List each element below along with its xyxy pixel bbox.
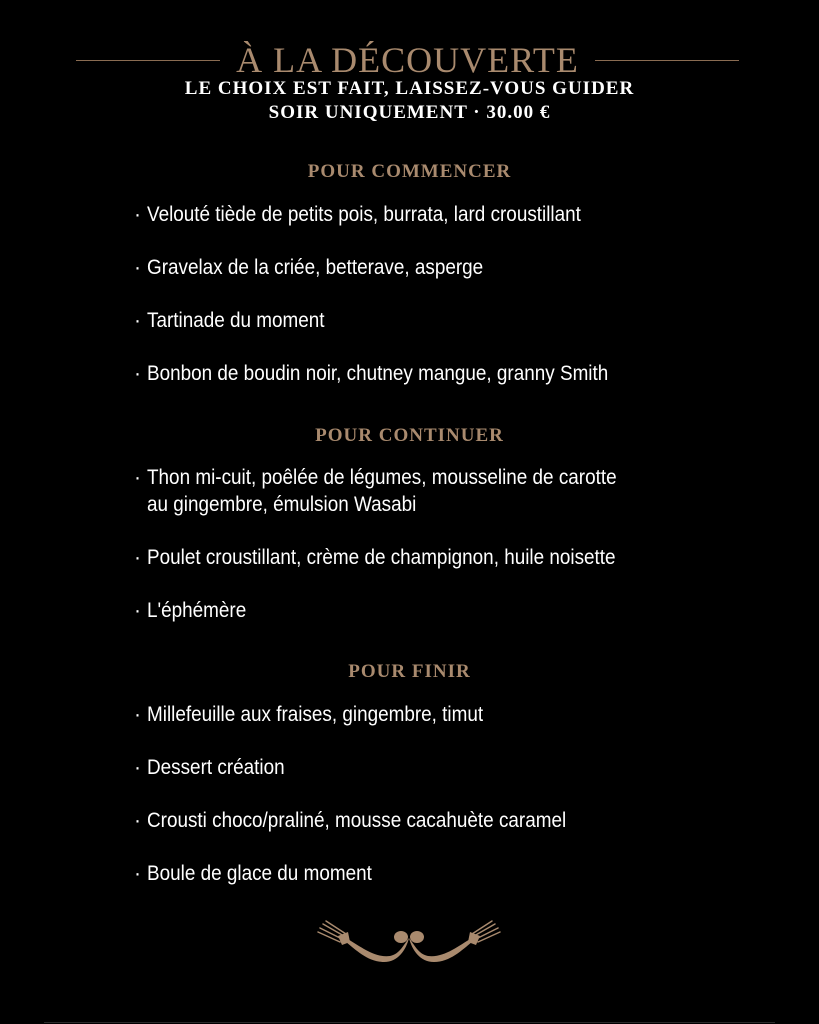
section-title-mains: POUR CONTINUER bbox=[315, 425, 504, 446]
bullet-icon: · bbox=[134, 862, 141, 885]
item-label: L'éphémère bbox=[147, 599, 247, 622]
bullet-icon: · bbox=[134, 466, 141, 489]
fork-mustache-icon bbox=[316, 920, 502, 966]
bullet-icon: · bbox=[134, 362, 141, 385]
section-title-starters: POUR COMMENCER bbox=[307, 161, 512, 182]
item-label: au gingembre, émulsion Wasabi bbox=[147, 493, 417, 516]
bullet-icon: · bbox=[134, 703, 141, 726]
list-item-continuation bbox=[134, 491, 734, 518]
title-row bbox=[76, 36, 739, 84]
list-item bbox=[134, 860, 734, 887]
bullet-icon: · bbox=[134, 256, 141, 279]
bullet-icon: · bbox=[134, 546, 141, 569]
item-label: Thon mi-cuit, poêlée de légumes, mousseline de carotte bbox=[147, 466, 617, 489]
menu-subtitle: LE CHOIX EST FAIT, LAISSEZ-VOUS GUIDER bbox=[184, 78, 635, 99]
bottom-divider bbox=[44, 1022, 775, 1023]
item-label: Tartinade du moment bbox=[147, 309, 325, 332]
list-item bbox=[134, 544, 734, 571]
list-item bbox=[134, 360, 734, 387]
list-item bbox=[134, 597, 734, 624]
list-item bbox=[134, 807, 734, 834]
item-label: Crousti choco/praliné, mousse cacahuète caramel bbox=[147, 809, 567, 832]
menu-title: À LA DÉCOUVERTE bbox=[236, 40, 579, 80]
title-rule-left bbox=[76, 60, 220, 61]
item-label: Dessert création bbox=[147, 756, 285, 779]
item-label: Velouté tiède de petits pois, burrata, lard croustillant bbox=[147, 203, 581, 226]
bullet-icon: · bbox=[134, 809, 141, 832]
section-title-desserts: POUR FINIR bbox=[348, 661, 471, 682]
list-item bbox=[134, 754, 734, 781]
item-label: Poulet croustillant, crème de champignon, huile noisette bbox=[147, 546, 616, 569]
menu-price-line: SOIR UNIQUEMENT · 30.00 € bbox=[268, 102, 551, 123]
title-rule-right bbox=[595, 60, 739, 61]
bullet-icon: · bbox=[134, 203, 141, 226]
list-item bbox=[134, 307, 734, 334]
item-label: Bonbon de boudin noir, chutney mangue, granny Smith bbox=[147, 362, 609, 385]
list-item bbox=[134, 464, 734, 491]
bullet-icon: · bbox=[134, 309, 141, 332]
list-item bbox=[134, 201, 734, 228]
list-item bbox=[134, 701, 734, 728]
bullet-icon: · bbox=[134, 599, 141, 622]
list-item bbox=[134, 254, 734, 281]
bullet-icon: · bbox=[134, 756, 141, 779]
item-label: Millefeuille aux fraises, gingembre, timut bbox=[147, 703, 484, 726]
item-label: Gravelax de la criée, betterave, asperge bbox=[147, 256, 484, 279]
item-label: Boule de glace du moment bbox=[147, 862, 372, 885]
